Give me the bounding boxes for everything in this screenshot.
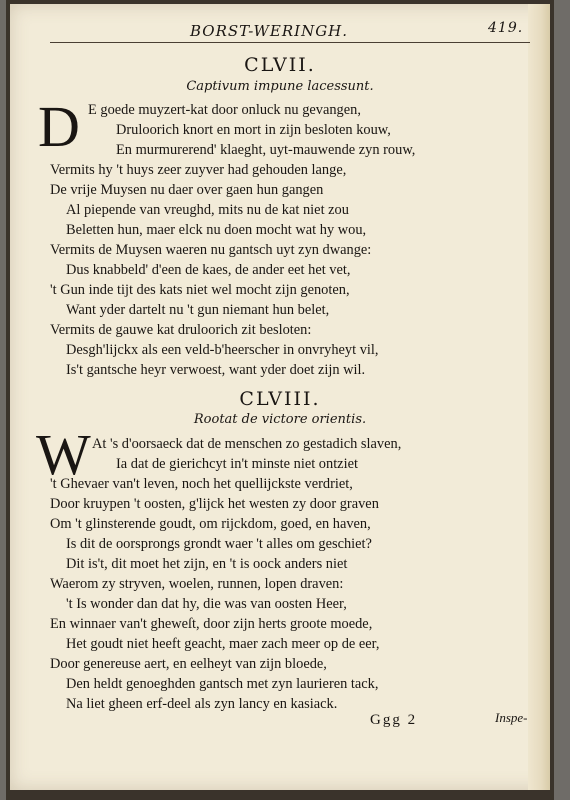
verse-line: Druloorich knort en mort in zijn besloten kouw, [116,122,391,138]
verse-line: Door genereuse aert, en eelheyt van zijn bloede, [50,656,327,672]
verse-line: Om 't glinsterende goudt, om rijckdom, goed, en haven, [50,516,371,532]
verse-line: Beletten hun, maer elck nu doen mocht wat hy wou, [66,222,367,238]
verse-line: Desgh'lijckx als een veld-b'heerscher in onvryheyt vil, [66,342,379,358]
verse-line: Is dit de oorsprongs grondt waer 't alles om geschiet? [66,536,372,552]
verse-line: 't Gun inde tijt des kats niet wel mocht zijn genoten, [50,282,350,298]
drop-capital: W [36,422,91,487]
verse-line: En winnaer van't gheweſt, door zijn herts groote moede, [50,616,373,632]
verse-line: Ia dat de gierichcyt in't minste niet ontziet [116,456,358,472]
book-page [10,4,550,790]
verse-line: Al piepende van vreughd, mits nu de kat niet zou [66,202,349,218]
section-number: CLVII. [244,54,316,76]
header-title: BORST-WERINGH. [190,22,349,40]
verse-line: Is't gantsche heyr verwoest, want yder doet zijn wil. [66,362,366,378]
verse-line: Het goudt niet heeft geacht, maer zach meer op de eer, [66,636,380,652]
verse-line: E goede muyzert-kat door onluck nu gevangen, [88,102,361,118]
verse-line: At 's d'oorsaeck dat de menschen zo gestadich slaven, [92,436,402,452]
verse-line: Door kruypen 't oosten, g'lijck het westen zy door graven [50,496,379,512]
section-motto: Rootat de victore orientis. [193,412,367,427]
section-motto: Captivum impune lacessunt. [186,79,374,94]
header-rule [50,42,530,43]
verse-line: 't Ghevaer van't leven, noch het quellijckste verdriet, [50,476,353,492]
verse-line: Dus knabbeld' d'een de kaes, de ander eet het vet, [66,262,351,278]
verse-line: Want yder dartelt nu 't gun niemant hun belet, [66,302,330,318]
section-number: CLVIII. [239,388,321,410]
verse-line: Vermits hy 't huys zeer zuyver had gehouden lange, [50,162,347,178]
verse-line: Vermits de Muysen waeren nu gantsch uyt zyn dwange: [50,242,372,258]
verse-line: Dit is't, dit moet het zijn, en 't is oock anders niet [66,556,348,572]
verse-line: Waerom zy stryven, woelen, runnen, lopen draven: [50,576,344,592]
verse-line: 't Is wonder dan dat hy, die was van oosten Heer, [66,596,347,612]
page-number: 419. [488,20,524,36]
verse-line: De vrije Muysen nu daer over gaen hun gangen [50,182,324,198]
verse-line: Den heldt genoeghden gantsch met zyn laurieren tack, [66,676,379,692]
catchword: Inspe- [495,710,528,725]
drop-capital: D [38,94,80,159]
signature-mark: Ggg 2 [370,712,418,728]
verse-line: Na liet gheen erf-deel als zyn lancy en kasiack. [66,696,338,712]
verse-line: En murmurerend' klaeght, uyt-mauwende zyn rouw, [116,142,416,158]
verse-line: Vermits de gauwe kat druloorich zit besloten: [50,322,312,338]
